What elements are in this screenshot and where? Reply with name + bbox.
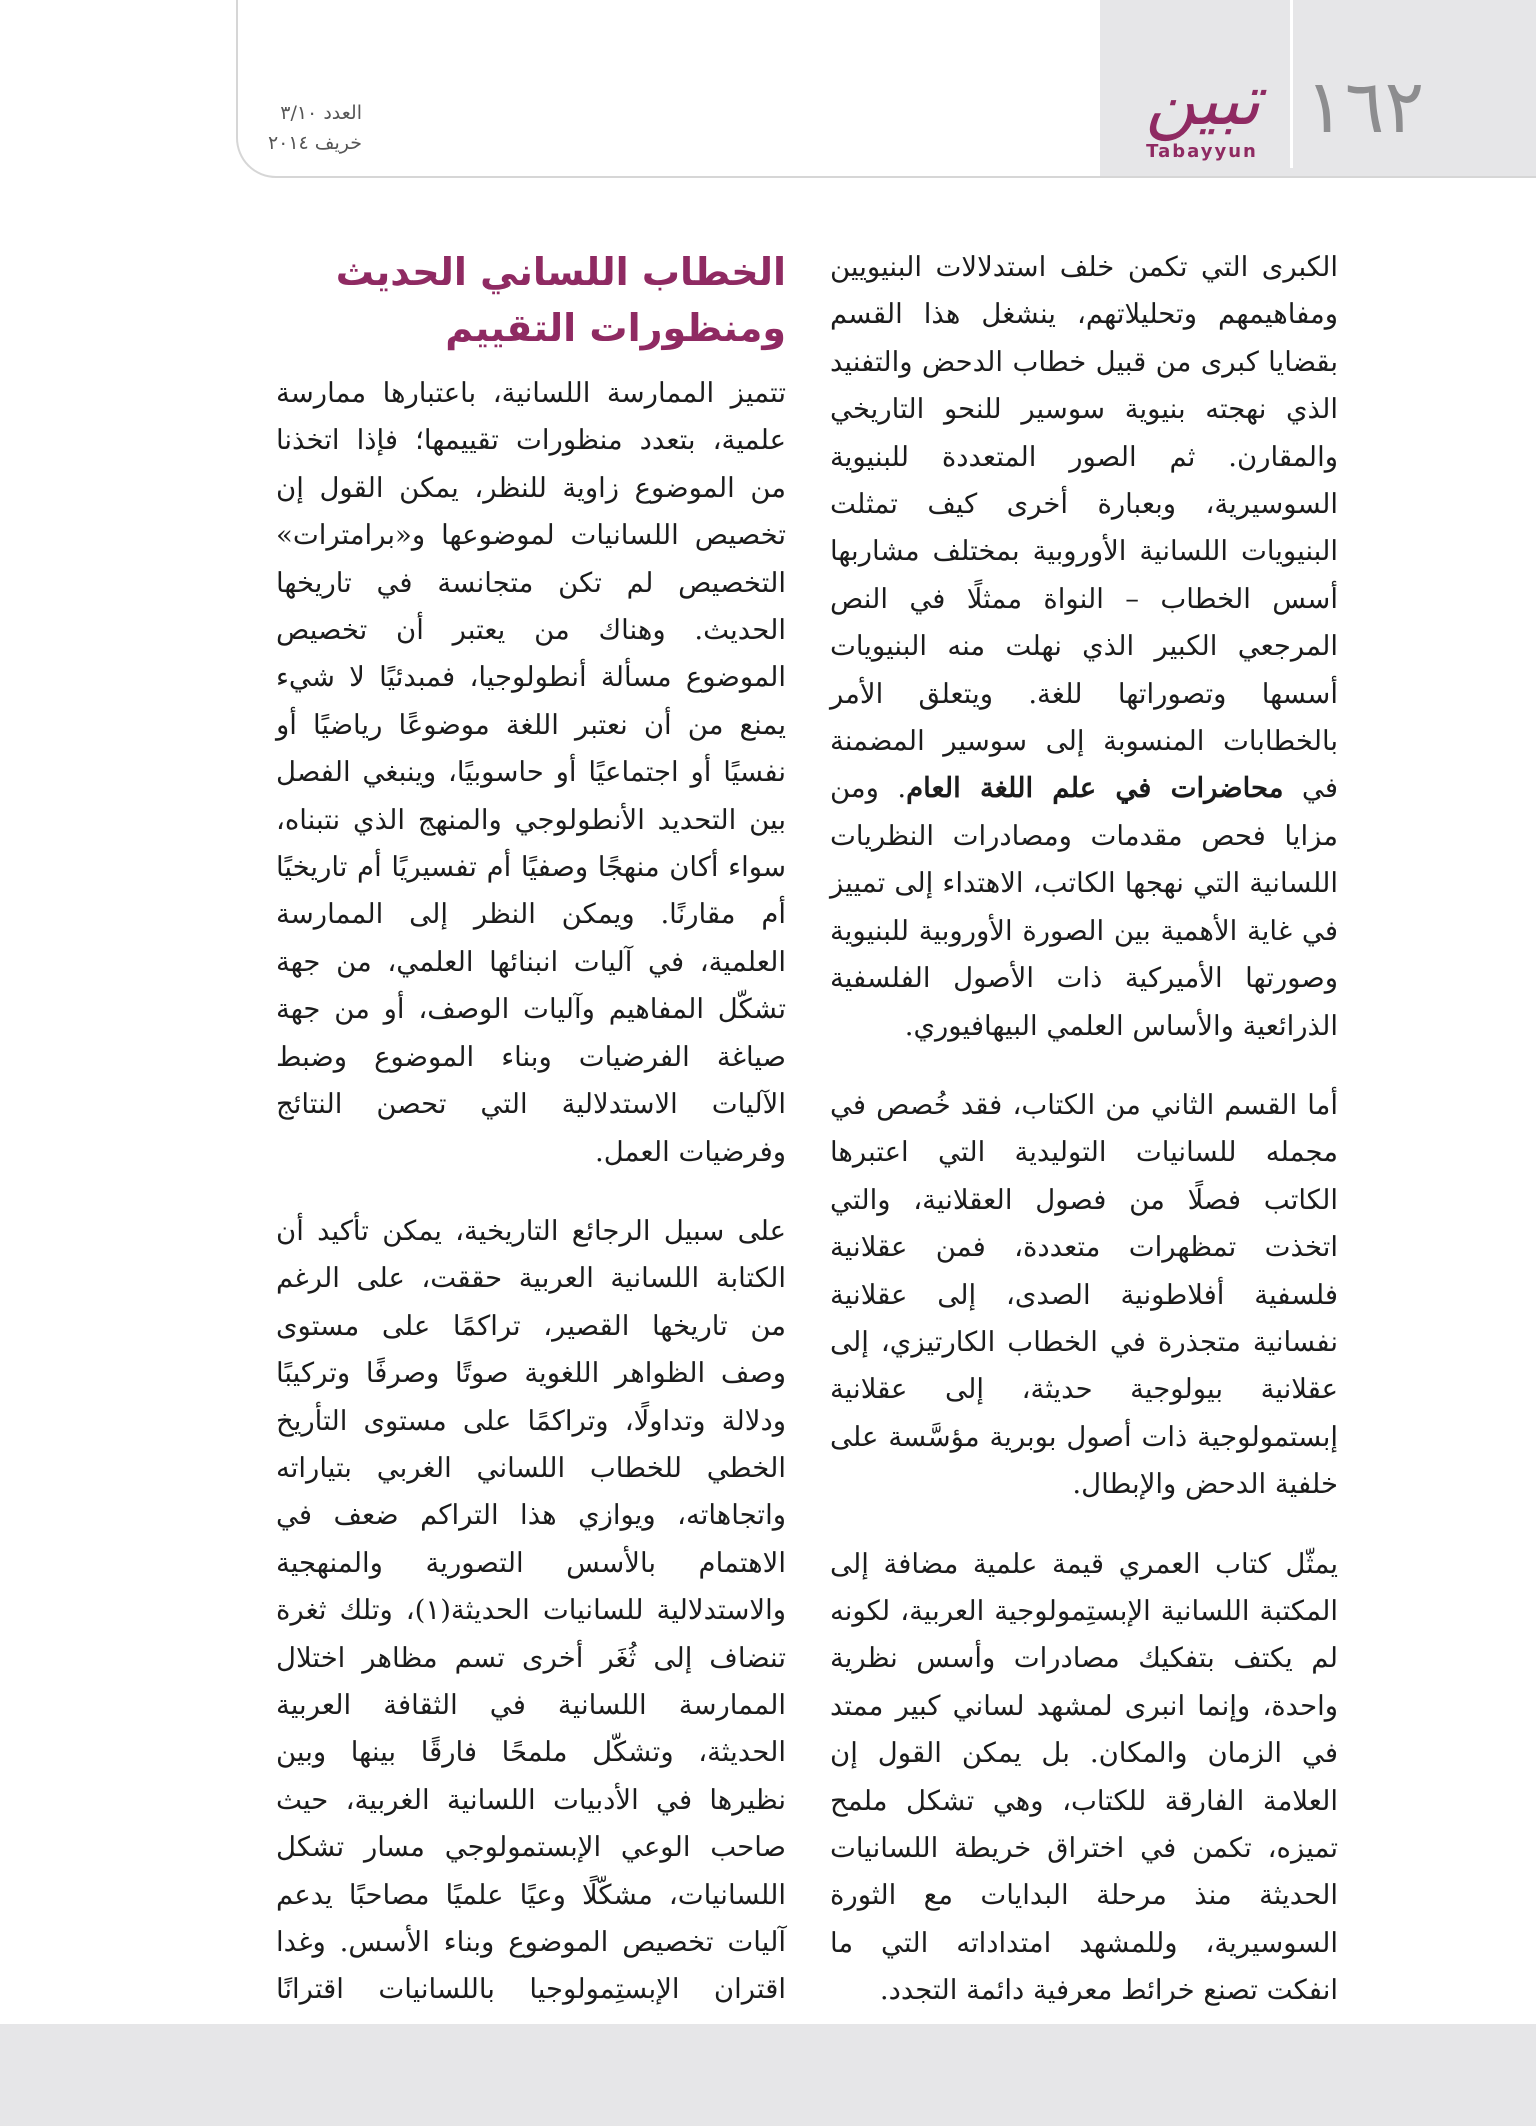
right-paragraph-2: أما القسم الثاني من الكتاب، فقد خُصص في مجمله للسانيات التوليدية التي اعتبرها الكاتب فصلًا من فصول العقلانية، والتي اتخذت تمظهرات متعددة، فمن عقلانية فلسفية أفلاطونية الصدى، إلى عقلانية نفسانية متجذرة في الخطاب الكارتيزي، إلى عقلانية بيولوجية حديثة، إلى عقلانية إبستمولوجية ذات أصول بوبرية مؤسَّسة على خلفية الدحض والإبطال.: [830, 1088, 1338, 1501]
article-title-line-1: الخطاب اللساني الحديث: [335, 250, 786, 294]
issue-season: خريف ٢٠١٤: [267, 132, 362, 154]
issue-number: العدد ٣/١٠: [280, 102, 362, 124]
left-paragraph-1: تتميز الممارسة اللسانية، باعتبارها ممارسة علمية، بتعدد منظورات تقييمها؛ فإذا اتخذنا من الموضوع زاوية للنظر، يمكن القول إن تخصيص اللسانيات لموضوعها و«برامترات» التخصيص لم تكن متجانسة في تاريخها الحديث. وهناك من يعتبر أن تخصيص الموضوع مسألة أنطولوجيا، فمبدئيًا لا شيء يمنع من أن نعتبر اللغة موضوعًا رياضيًا أو نفسيًا أو اجتماعيًا أو حاسوبيًا، وينبغي الفصل بين التحديد الأنطولوجي والمنهج الذي نتبناه، سواء أكان منهجًا وصفيًا أم تفسيريًا أم تاريخيًا أم مقارنًا. ويمكن النظر إلى الممارسة العلمية، في آليات انبنائها العلمي، من جهة تشكّل المفاهيم وآليات الوصف، أو من جهة صياغة الفرضيات وبناء الموضوع وضبط الآليات الاستدلالية التي تحصن النتائج وفرضيات العمل.: [276, 377, 786, 1168]
book-title-bold: محاضرات في علم اللغة العام: [906, 772, 1284, 805]
article-title-line-2: ومنظورات التقييم: [445, 306, 786, 350]
footer-band: [0, 2024, 1536, 2126]
journal-logo: [1118, 60, 1288, 166]
page-number: ١٦٢: [1305, 64, 1425, 150]
logo-arabic-wordmark: تبين: [1145, 59, 1261, 141]
left-paragraph-2: على سبيل الرجائع التاريخية، يمكن تأكيد أن الكتابة اللسانية العربية حققت، على الرغم من تاريخها القصير، تراكمًا على مستوى وصف الظواهر اللغوية صوتًا وصرفًا وتركيبًا ودلالة وتداولًا، وتراكمًا على مستوى التأريخ الخطي للخطاب اللساني الغربي بتياراته واتجاهاته، ويوازي هذا التراكم ضعف في الاهتمام بالأسس التصورية والمنهجية والاستدلالية للسانيات الحديثة(١)، وتلك ثغرة تنضاف إلى ثُغَر أخرى تسم مظاهر اختلال الممارسة اللسانية في الثقافة العربية الحديثة، وتشكّل ملمحًا فارقًا بينها وبين نظيرها في الأدبيات اللسانية الغربية، حيث صاحب الوعي الإبستمولوجي مسار تشكل اللسانيات، مشكّلًا وعيًا علميًا مصاحبًا يدعم آليات تخصيص الموضوع وبناء الأسس. وغدا اقتران الإبستِمولوجيا باللسانيات اقترانًا: [276, 1214, 786, 2006]
article-title: [276, 244, 786, 356]
right-paragraph-1-end: . ومن مزايا فحص مقدمات ومصادرات النظريات اللسانية التي نهجها الكاتب، الاهتداء إلى تمييز في غاية الأهمية بين الصورة الأوروبية للبنيوية وصورتها الأميركية ذات الأصول الفلسفية الذرائعية والأساس العلمي البيهافيوري.: [830, 772, 1338, 1042]
header-divider: [1290, 0, 1293, 168]
right-column: [830, 244, 1338, 2015]
issue-info: [262, 98, 362, 158]
right-paragraph-3: يمثّل كتاب العمري قيمة علمية مضافة إلى المكتبة اللسانية الإبستِمولوجية العربية، لكونه لم يكتف بتفكيك مصادرات وأسس نظرية واحدة، وإنما انبرى لمشهد لساني كبير ممتد في الزمان والمكان. بل يمكن القول إن العلامة الفارقة للكتاب، وهي تشكل ملمح تميزه، تكمن في اختراق خريطة اللسانيات الحديثة منذ مرحلة البدايات مع الثورة السوسيرية، وللمشهد امتداداته التي ما انفكت تصنع خرائط معرفية دائمة التجدد.: [830, 1547, 1338, 2007]
right-paragraph-1: [830, 244, 1338, 1050]
logo-latin-wordmark: Tabayyun: [1146, 141, 1258, 162]
left-column: [276, 244, 786, 2109]
right-paragraph-1-text: الكبرى التي تكمن خلف استدلالات البنيويين ومفاهيمهم وتحليلاتهم، ينشغل هذا القسم بقضايا كبرى من قبيل خطاب الدحض والتفنيد الذي نهجته بنيوية سوسير للنحو التاريخي والمقارن. ثم الصور المتعددة للبنيوية السوسيرية، وبعبارة أخرى كيف تمثلت البنيويات اللسانية الأوروبية بمختلف مشاربها أسس الخطاب – النواة ممثلًا في النص المرجعي الكبير الذي نهلت منه البنيويات أسسها وتصوراتها للغة. ويتعلق الأمر بالخطابات المنسوبة إلى سوسير المضمنة في: [830, 251, 1338, 805]
